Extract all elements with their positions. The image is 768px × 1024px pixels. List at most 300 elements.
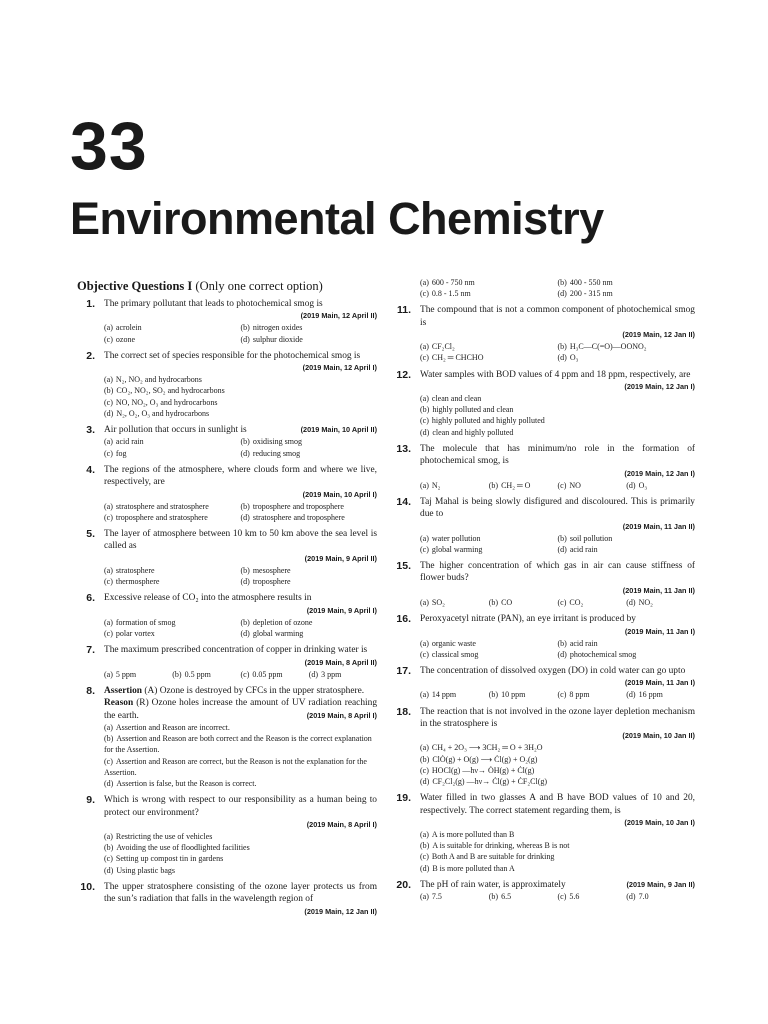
option-label: (c) [104,448,113,458]
question-source: (2019 Main, 12 Jan I) [624,468,695,478]
options [104,565,377,587]
option-text: oxidising smog [252,437,302,447]
option-text: global warming [252,628,304,638]
question-text [104,644,377,668]
option [420,776,695,787]
option-text: depletion of ozone [252,617,313,627]
option-label: (c) [104,397,113,407]
option-label: (a) [104,669,113,679]
question [77,298,377,345]
option-text: NO, NO₂, O₃ and hydrocarbons [115,397,218,407]
options [420,829,695,874]
question-number: 13. [396,442,411,455]
option-text: acid rain [115,437,144,447]
option-text: ClȮ(g) + O(g) ⟶ Ċl(g) + O₂(g) [432,754,538,764]
question-source: (2019 Main, 9 April I) [306,605,377,615]
option [104,853,377,864]
option [489,597,558,608]
option-text: ozone [115,334,135,344]
question-source: (2019 Main, 10 April I) [302,489,377,499]
option-label: (d) [626,597,636,607]
question-number: 6. [86,592,95,605]
option-text: Setting up compost tin in gardens [115,854,224,864]
question-source: (2019 Main, 11 Jan I) [624,678,695,688]
option-label: (c) [420,852,429,862]
option-text: 6.5 [501,892,512,902]
question-text-content: The concentration of dissolved oxygen (DO) in cold water can go upto [420,665,686,676]
option-label: (a) [420,690,429,700]
assertion-text: (A) Ozone is destroyed by CFCs in the upper stratosphere. [144,685,365,696]
option-label: (a) [420,533,429,543]
option-label: (c) [420,416,429,426]
option-label: (d) [308,669,319,679]
option-label: (c) [104,577,113,587]
question-number: 11. [396,304,411,317]
question-source: (2019 Main, 8 April I) [306,819,377,829]
option-text: Both A and B are suitable for drinking [431,852,555,862]
question-text-content: The compound that is not a common component of photochemical smog is [420,305,695,328]
question-text [104,881,377,918]
option-text: NO₂ [638,597,653,607]
options [420,533,695,555]
question-text-content: The correct set of species responsible for the photochemical smog is [104,350,361,361]
option-label: (d) [557,353,567,363]
option-label: (b) [488,597,499,607]
question-text-content: The reaction that is not involved in the ozone layer depletion mechanism in the stratosphere is [420,706,695,729]
question [393,706,695,788]
option-text: CH₂ ═ O [501,480,531,490]
question [393,496,695,555]
option-label: (b) [557,638,567,648]
option-label: (a) [104,565,113,575]
question-text-content: The maximum prescribed concentration of copper in drinking water is [104,645,368,656]
option-text: clean and highly polluted [432,427,514,437]
question [77,881,377,918]
options [104,617,377,639]
question-number: 2. [86,349,95,362]
option [558,480,627,491]
option-label: (d) [240,512,250,522]
option-text: Restricting the use of vehicles [115,831,213,841]
option [626,597,695,608]
option-text: soil pollution [569,533,613,543]
reason-text: (R) Ozone holes increase the amount of UV radiation reaching the earth. [104,698,378,721]
option [420,427,695,438]
option: (b) 400 - 550 nm [557,278,613,287]
option-label: (a) [420,829,429,839]
option-label: (c) [557,597,567,607]
option-label: (b) [488,690,499,700]
option [104,385,377,396]
option [420,754,695,765]
option [420,341,558,352]
question-text [420,613,695,637]
option-label: (a) [420,480,429,490]
option [104,397,377,408]
option-text: 0.05 ppm [252,669,283,679]
option-label: (b) [420,405,430,415]
question [77,528,377,587]
question [77,644,377,680]
question-number: 3. [86,424,95,437]
option-label: (b) [240,617,250,627]
option-text: O₃ [638,480,648,490]
option-label: (b) [240,323,250,333]
option-text: reducing smog [252,448,301,458]
option-text: highly polluted and clean [432,405,514,415]
question [77,464,377,523]
option-text: highly polluted and highly polluted [431,416,545,426]
question-source: (2019 Main, 9 Jan II) [626,879,695,889]
option [420,352,558,363]
option-text: 16 ppm [638,690,663,700]
options [104,436,377,458]
question [393,879,695,903]
option-text: formation of smog [115,617,176,627]
question-number: 1. [86,298,95,310]
option-label: (c) [420,765,429,775]
option-label: (d) [626,690,636,700]
option [104,322,241,333]
options [420,742,695,787]
question-number: 9. [86,794,95,807]
question-number: 15. [396,560,411,573]
option-label: (d) [557,544,567,554]
option-label: (b) [488,480,499,490]
question-source: (2019 Main, 8 April II) [304,657,377,667]
option-text: CF₂Cl₂(g) —hν→ Ċl(g) + ĊF₂Cl(g) [432,776,548,786]
option [420,480,489,491]
option-text: N₂, O₂, O₃ and hydrocarbons [116,408,210,418]
option-text: polar vortex [115,628,155,638]
option [420,638,558,649]
option [558,341,696,352]
option-text: 7.5 [431,892,442,902]
question-text-content: The regions of the atmosphere, where clouds form and where we live, respectively, are [104,464,377,488]
option-label: (a) [420,638,429,648]
question-source: (2019 Main, 12 April I) [302,363,377,373]
question-source: (2019 Main, 12 Jan II) [622,330,695,340]
question-text-content: The upper stratosphere consisting of the ozone layer protects us from the sun’s radiation that falls in the wavelength region of [104,881,377,905]
option-text: B is more polluted than A [432,863,515,873]
option-text: stratosphere [115,565,155,575]
option [104,831,377,842]
question [393,792,695,874]
question-source: (2019 Main, 12 Jan II) [304,906,377,916]
option [420,649,558,660]
question-text-content: Water samples with BOD values of 4 ppm and 18 ppm, respectively, are [420,369,691,380]
section-heading [77,277,377,295]
option-text: acid rain [569,544,598,554]
question-number: 4. [86,463,95,476]
option-label: (d) [420,863,430,873]
question-text [420,879,695,891]
option-text: organic waste [431,638,476,648]
option-label: (a) [104,375,113,385]
option [104,448,241,459]
option-label: (a) [420,597,429,607]
question [393,369,695,438]
option-label: (a) [104,501,113,511]
option [241,334,378,345]
option-label: (b) [420,841,430,851]
option-text: CH₄ + 2O₃ ⟶ 3CH₂ ═ O + 3H₂O [431,743,543,753]
option-label: (c) [557,690,567,700]
option-text: N₂, NO₂ and hydrocarbons [115,375,202,385]
question-source: (2019 Main, 11 Jan II) [622,585,695,595]
option-text: O₃ [569,353,579,363]
question-number: 5. [86,528,95,541]
section-subtitle: (Only one correct option) [195,279,323,293]
option [420,742,695,753]
question-number: 17. [396,664,411,677]
question-text [420,792,695,829]
section-title: Objective Questions I [77,279,193,293]
option-text: troposphere and stratosphere [115,512,208,522]
question-source: (2019 Main, 11 Jan I) [624,626,695,636]
option-label: (a) [104,617,113,627]
option [558,597,627,608]
option-label: (b) [240,501,250,511]
question-text-content: Peroxyacetyl nitrate (PAN), an eye irritant is produced by [420,614,636,625]
option [104,374,377,385]
question-text [104,298,377,322]
question-text [104,424,377,436]
option-text: CH₂ ═ CHCHO [431,353,484,363]
option-text: troposphere and troposphere [252,501,344,511]
question [77,794,377,876]
option-text: nitrogen oxides [252,323,303,333]
option-text: acrolein [115,323,142,333]
option [420,765,695,776]
option [558,352,696,363]
option [104,669,172,680]
option-text: 10 ppm [501,690,526,700]
question-text [104,350,377,374]
option-text: stratosphere and troposphere [252,512,345,522]
option-text: mesosphere [252,565,291,575]
option [104,408,377,419]
option [104,628,241,639]
option-text: classical smog [431,649,479,659]
option [420,689,489,700]
option [420,544,558,555]
option: (d) 200 - 315 nm [557,289,613,299]
question-source: (2019 Main, 8 April I) [306,710,377,720]
option [104,436,241,447]
question-8 [77,685,377,789]
option [558,689,627,700]
option-text: 3 ppm [321,669,342,679]
option-text: acid rain [569,638,598,648]
option [104,501,241,512]
question-text-content: The primary pollutant that leads to photochemical smog is [104,299,323,309]
option-text: clean and clean [431,394,482,404]
question-text-content: Taj Mahal is being slowly disfigured and discoloured. This is primarily due to [420,496,695,520]
options [420,638,695,660]
option-text: CF₂Cl₂ [431,342,455,352]
option-label: (d) [626,480,636,490]
option [309,669,377,680]
option [241,565,378,576]
question-text-content: Excessive release of CO₂ into the atmosphere results in [104,593,312,604]
options [104,374,377,419]
option-label: (a) [420,892,429,902]
option-label: (a) [420,394,429,404]
option-text: fog [115,448,127,458]
option-label: (c) [104,854,113,864]
option-label: (a) [420,342,429,352]
question [77,592,377,639]
option [241,512,378,523]
option [420,533,558,544]
option [626,480,695,491]
option [104,617,241,628]
question-source: (2019 Main, 10 Jan I) [624,817,695,827]
question-number: 16. [396,613,411,626]
option-label: (d) [626,892,636,902]
question-text [420,706,695,743]
option-label: (b) [104,386,114,396]
option-label: (b) [240,437,250,447]
option-label: (c) [420,353,429,363]
question-text [104,528,377,565]
options [420,480,695,491]
option [104,842,377,853]
question-10-options [393,277,695,299]
question-text-content: Air pollution that occurs in sunlight is [104,425,247,436]
question-text-content: Which is wrong with respect to our responsibility as a human being to protect our environment? [104,795,377,818]
question [393,613,695,660]
question-number: 20. [396,878,411,891]
option [420,415,695,426]
right-column [393,277,695,907]
question-number: 18. [396,705,411,718]
option-text: 8 ppm [569,690,590,700]
option: (a) 600 - 750 nm [420,278,475,287]
option-text: CO₂, NO₂, SO₂ and hydrocarbons [116,386,225,396]
option-text: 5 ppm [115,669,137,679]
question-number: 10. [80,880,95,893]
option: (c) Assertion and Reason are correct, but the Reason is not the explanation for the Assertion. [104,756,367,777]
question-text [420,443,695,480]
options [420,341,695,363]
question-text [420,304,695,341]
question [393,443,695,491]
question [393,304,695,363]
option-label: (d) [104,408,114,418]
option [489,480,558,491]
option-text: 7.0 [638,892,649,902]
options [420,393,695,438]
options [104,722,377,789]
option [558,544,696,555]
option-text: CO₂ [569,597,584,607]
option-label: (b) [557,533,567,543]
question-text [104,464,377,501]
question-text [420,560,695,597]
option [104,565,241,576]
question-source: (2019 Main, 12 Jan I) [624,382,695,392]
option: (a) Assertion and Reason are incorrect. [104,722,230,732]
question-text [104,794,377,831]
question-number: 19. [396,792,411,805]
question-number: 12. [396,368,411,381]
option-label: (c) [557,480,567,490]
option-text: Using plastic bags [116,865,175,875]
option [104,512,241,523]
question-number: 7. [86,644,95,657]
option [241,436,378,447]
option-label: (d) [557,649,567,659]
option-text: stratosphere and stratosphere [115,501,209,511]
option-label: (c) [240,669,250,679]
question-text [420,369,695,393]
option: (d) Assertion is false, but the Reason is correct. [104,778,257,788]
options [104,501,377,523]
option-text: H₃C—C(=O)—OONO₂ [569,342,647,352]
option [104,865,377,876]
question-text-content: Water filled in two glasses A and B have BOD values of 10 and 20, respectively. The correct statement regarding them, is [420,793,695,816]
question-source: (2019 Main, 10 Jan II) [622,731,695,741]
option-text: HOCl(g) —hν→ ȮH(g) + Ċl(g) [431,765,535,775]
option [104,576,241,587]
question [393,560,695,608]
option [626,891,695,902]
chapter-number: 33 [70,108,148,184]
option [558,533,696,544]
option [420,393,695,404]
options [420,891,695,902]
option-text: NO [569,480,581,490]
option-text: CO [501,597,513,607]
option [558,891,627,902]
option-label: (c) [420,649,429,659]
assertion-statement [104,685,377,697]
option-text: thermosphere [115,577,160,587]
question [393,665,695,701]
question-source: (2019 Main, 12 April II) [300,311,377,321]
option [241,448,378,459]
option-text: global warming [431,544,483,554]
option-text: N₂ [431,480,441,490]
question-source: (2019 Main, 10 April II) [300,425,377,435]
option-text: A is more polluted than B [431,829,515,839]
options [104,831,377,876]
option-label: (b) [488,892,499,902]
option-label: (a) [104,831,113,841]
option-label: (c) [557,892,567,902]
option [241,669,309,680]
question-text-content: The pH of rain water, is approximately [420,879,566,890]
option-label: (b) [557,342,567,352]
option [241,628,378,639]
option-label: (a) [104,437,113,447]
option-label: (c) [104,628,113,638]
option [420,891,489,902]
option-label: (c) [104,334,113,344]
option [420,840,695,851]
question-text [420,496,695,533]
option: (b) Assertion and Reason are both correct and the Reason is the correct explanation for the Assertion. [104,734,372,755]
option-text: 14 ppm [431,690,457,700]
option-text: 5.6 [569,892,580,902]
option-text: 0.5 ppm [184,669,211,679]
option [626,689,695,700]
assertion-label: Assertion [104,685,143,696]
option-label: (d) [240,628,250,638]
option-text: A is suitable for drinking, whereas B is not [432,841,570,851]
